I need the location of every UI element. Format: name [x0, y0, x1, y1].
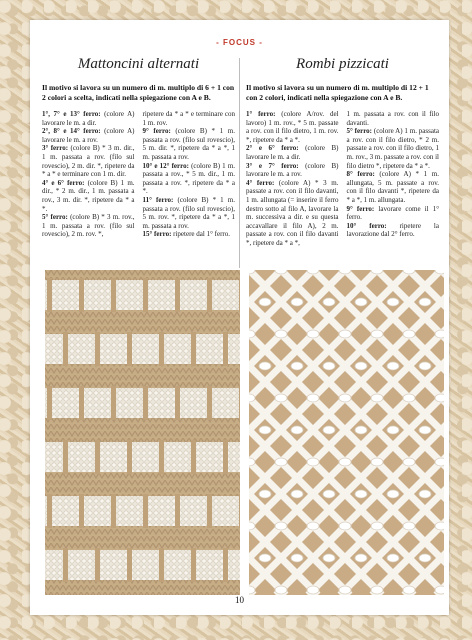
slipped-stitch: [223, 440, 228, 474]
instruction-row: [347, 110, 440, 127]
slipped-stitch: [159, 332, 164, 366]
right-intro: Il motivo si lavora su un numero di m. multiplo di 12 + 1 con 2 colori, indicati nella spiegazione con A e B.: [246, 83, 429, 102]
row-label: 10° ferro:: [346, 221, 387, 230]
pinch-knot: [403, 394, 415, 402]
slipped-stitch: [111, 278, 116, 312]
pinch-knot: [291, 298, 303, 306]
left-instructions-col2: [143, 110, 236, 239]
pinch-knot: [371, 330, 383, 338]
slipped-stitch: [159, 440, 164, 474]
pinch-knot: [339, 330, 351, 338]
slipped-stitch: [143, 278, 148, 312]
pinch-knot: [307, 330, 319, 338]
pinch-knot: [387, 298, 399, 306]
slipped-stitch: [207, 278, 212, 312]
pinch-knot: [435, 394, 444, 402]
pinch-knot: [355, 426, 367, 434]
column-divider: [239, 58, 240, 268]
row-text: (colore B) lavorare le m. a dir.: [246, 144, 339, 161]
left-intro: Il motivo si lavora su un numero di m. multiplo di 6 + 1 con 2 colori a scelta, indicati nella spiegazione con A e B.: [42, 83, 235, 102]
instruction-row: [42, 127, 135, 144]
pinch-knot: [371, 458, 383, 466]
right-title: Rombi pizzicati: [296, 56, 389, 72]
pinch-knot: [371, 394, 383, 402]
pinch-knot: [307, 394, 319, 402]
row-label: 1°, 7° e 13° ferro:: [42, 110, 101, 118]
pinch-knot: [275, 522, 287, 530]
pinch-knot: [339, 522, 351, 530]
pinch-knot: [323, 426, 335, 434]
slipped-stitch: [191, 548, 196, 582]
right-article: [246, 50, 439, 248]
pinch-knot: [419, 554, 431, 562]
instruction-row: [143, 127, 236, 161]
pinch-knot: [291, 362, 303, 370]
slipped-stitch: [47, 494, 52, 528]
pinch-knot: [435, 586, 444, 594]
slipped-stitch: [207, 386, 212, 420]
row-text: (colore A) lavorare le m. a dir.: [42, 110, 135, 127]
pinch-knot: [419, 362, 431, 370]
slipped-stitch: [111, 386, 116, 420]
slipped-stitch: [239, 278, 240, 312]
pinch-knot: [387, 490, 399, 498]
instruction-row: [143, 230, 236, 239]
pinch-knot: [387, 426, 399, 434]
pinch-knot: [307, 522, 319, 530]
pinch-knot: [403, 522, 415, 530]
instruction-row: [347, 127, 440, 170]
slipped-stitch: [47, 278, 52, 312]
cream-band: [45, 442, 240, 472]
knit-swatch-diamonds-image: [249, 270, 444, 595]
pinch-knot: [435, 522, 444, 530]
pinch-knot: [355, 554, 367, 562]
pinch-knot: [355, 298, 367, 306]
row-text: ripetere dal 1° ferro.: [171, 230, 230, 239]
slipped-stitch: [191, 332, 196, 366]
slipped-stitch: [127, 548, 132, 582]
pinch-knot: [435, 330, 444, 338]
instruction-row: [42, 179, 135, 213]
row-text: (colore A) 1 m. passata a rov. con il filo dietro, * 2 m. passate a rov. con il filo dietro, 1 m. rov., 3 m. passate a rov. con il filo dietro *, ripetere da * a *.: [346, 127, 440, 170]
row-text: lavorare come il 1° ferro.: [346, 204, 440, 222]
slipped-stitch: [95, 440, 100, 474]
row-text: (colore A/rov. del lavoro) 1 m. rov., * 5 m. passate a rov. con il filo dietro, 1 m. rov. *, ripetere da * a *.: [246, 110, 339, 144]
instruction-row: [347, 222, 440, 239]
instruction-row: [143, 110, 236, 127]
pinch-knot: [355, 490, 367, 498]
row-text: (colore B) * 1 m. passata a rov. (filo sul rovescio), 5 m. dir. *, ripetere da * a *, 1 m. passata a rov.: [142, 127, 236, 161]
pinch-knot: [259, 554, 271, 562]
slipped-stitch: [63, 440, 68, 474]
row-text: (colore B) 1 m. dir., * 2 m. dir., 1 m. passata a rov., 3 m. dir. *, ripetere da * a *.: [42, 178, 135, 213]
row-text: (colore B) 1 m. passata a rov., * 5 m. dir., 1 m. passata a rov. *, ripetere da * a *.: [142, 161, 236, 196]
row-text: 1 m. passata a rov. con il filo davanti.: [346, 110, 439, 127]
pinch-knot: [259, 362, 271, 370]
row-label: 9° ferro:: [142, 127, 171, 136]
pinch-knot: [323, 554, 335, 562]
row-text: (colore B) lavorare le m. a rov.: [246, 161, 339, 179]
row-text: (colore B) * 1 m. passata a rov. (filo sul rovescio), 5 m. rov. *, ripetere da * a *, 1 m. passata a rov.: [142, 195, 235, 230]
pinch-knot: [339, 586, 351, 594]
pinch-knot: [419, 298, 431, 306]
row-label: 1° ferro:: [246, 110, 276, 118]
instruction-row: [347, 170, 440, 204]
left-instructions-col1: [42, 110, 135, 239]
row-label: 4° e 6° ferro:: [42, 178, 85, 187]
pinch-knot: [339, 394, 351, 402]
row-label: 2° e 6° ferro:: [246, 144, 299, 153]
row-text: (colore A) * 1 m. allungata, 5 m. passate a rov. con il filo davanti *, ripetere da * a *, 1 m. allungata.: [346, 170, 440, 204]
row-text: (colore B) * 3 m. rov., 1 m. passata a rov. (filo sul rovescio), 2 m. rov. *,: [42, 213, 135, 239]
pinch-knot: [387, 362, 399, 370]
slipped-stitch: [239, 494, 240, 528]
pinch-knot: [339, 458, 351, 466]
slipped-stitch: [143, 386, 148, 420]
pinch-knot: [259, 426, 271, 434]
pinch-knot: [355, 362, 367, 370]
pinch-knot: [323, 298, 335, 306]
row-label: 5° ferro:: [346, 127, 373, 136]
instruction-row: [246, 179, 339, 248]
instruction-row: [246, 110, 339, 144]
row-text: ripetere la lavorazione dal 2° ferro.: [346, 221, 439, 239]
pinch-knot: [275, 394, 287, 402]
row-label: 15° ferro:: [142, 230, 172, 239]
instruction-row: [42, 213, 135, 239]
magazine-page: [30, 20, 449, 615]
pinch-knot: [307, 586, 319, 594]
slipped-stitch: [223, 548, 228, 582]
pinch-knot: [435, 458, 444, 466]
row-text: (colore A) lavorare le m. a rov.: [42, 127, 135, 144]
section-label: - FOCUS -: [216, 38, 263, 47]
slipped-stitch: [175, 494, 180, 528]
cream-band: [45, 550, 240, 580]
pinch-knot: [323, 490, 335, 498]
slipped-stitch: [95, 548, 100, 582]
row-label: 3° e 7° ferro:: [246, 161, 299, 170]
slipped-stitch: [127, 332, 132, 366]
pinch-knot: [291, 554, 303, 562]
slipped-stitch: [143, 494, 148, 528]
instruction-row: [143, 196, 236, 230]
row-label: 9° ferro:: [346, 204, 375, 213]
row-label: 11° ferro:: [142, 195, 174, 204]
slipped-stitch: [175, 278, 180, 312]
pinch-knot: [275, 330, 287, 338]
right-instructions-col1: [246, 110, 339, 248]
row-text: ripetere da * a * e terminare con 1 m. rov.: [142, 110, 235, 127]
row-label: 8° ferro:: [346, 170, 375, 179]
slipped-stitch: [207, 494, 212, 528]
slipped-stitch: [79, 278, 84, 312]
instruction-row: [42, 144, 135, 178]
pinch-knot: [371, 586, 383, 594]
row-label: 2°, 8° e 14° ferro:: [42, 127, 101, 136]
pinch-knot: [387, 554, 399, 562]
pinch-knot: [419, 490, 431, 498]
slipped-stitch: [223, 332, 228, 366]
pinch-knot: [275, 458, 287, 466]
row-label: 10° e 12° ferro:: [142, 161, 189, 170]
instruction-row: [347, 205, 440, 222]
instruction-row: [246, 162, 339, 179]
pinch-knot: [419, 426, 431, 434]
knit-swatch-bricks-image: [45, 270, 240, 595]
left-article: [42, 50, 235, 239]
pinch-knot: [371, 522, 383, 530]
slipped-stitch: [175, 386, 180, 420]
pinch-knot: [275, 586, 287, 594]
pinch-knot: [403, 586, 415, 594]
row-label: 4° ferro:: [246, 178, 275, 187]
instruction-row: [42, 110, 135, 127]
slipped-stitch: [79, 386, 84, 420]
pinch-knot: [259, 490, 271, 498]
pinch-knot: [323, 362, 335, 370]
slipped-stitch: [239, 386, 240, 420]
slipped-stitch: [47, 386, 52, 420]
left-title: Mattoncini alternati: [77, 56, 200, 72]
pinch-knot: [307, 458, 319, 466]
slipped-stitch: [111, 494, 116, 528]
pinch-knot: [291, 490, 303, 498]
instruction-row: [143, 162, 236, 196]
slipped-stitch: [191, 440, 196, 474]
slipped-stitch: [79, 494, 84, 528]
slipped-stitch: [63, 548, 68, 582]
right-instructions-col2: [347, 110, 440, 248]
row-label: 5° ferro:: [42, 213, 68, 222]
pinch-knot: [291, 426, 303, 434]
slipped-stitch: [95, 332, 100, 366]
pinch-knot: [403, 458, 415, 466]
pinch-knot: [259, 298, 271, 306]
page-number: 10: [235, 595, 244, 605]
slipped-stitch: [159, 548, 164, 582]
instruction-row: [246, 144, 339, 161]
row-label: 3° ferro:: [42, 144, 69, 153]
cream-band: [45, 334, 240, 364]
pinch-knot: [403, 330, 415, 338]
row-text: (colore B) * 3 m. dir., 1 m. passata a rov. (filo sul rovescio), 2 m. dir. *, ripetere da * a * e terminare con 1 m. dir.: [42, 144, 135, 179]
slipped-stitch: [127, 440, 132, 474]
row-text: (colore A) * 3 m. passate a rov. con il filo davanti, 1 m. allungata (= inserire il ferro destro sotto al filo A, lavorare la m. successiva a dir. e su questa accavallare il filo A), 2 m. passate a rov. con il filo davanti *, ripetere da * a *,: [246, 178, 339, 247]
slipped-stitch: [63, 332, 68, 366]
